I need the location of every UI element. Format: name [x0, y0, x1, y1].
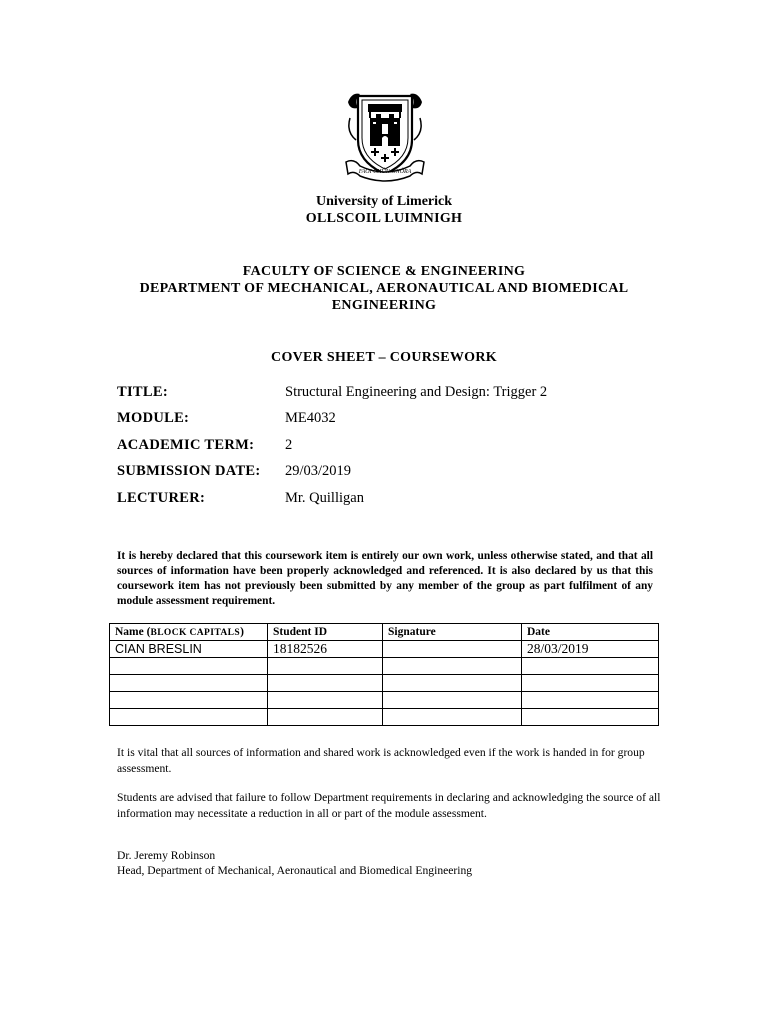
- table-header-row: [110, 624, 659, 641]
- table-row: [110, 641, 659, 658]
- member-name-cell: [110, 692, 268, 709]
- student-id-cell: 18182526: [268, 641, 383, 658]
- date-cell: 28/03/2019: [522, 641, 659, 658]
- university-name-irish: OLLSCOIL LUIMNIGH: [305, 211, 463, 226]
- group-members-table: [109, 623, 659, 726]
- date-cell: [522, 658, 659, 675]
- table-row: [110, 658, 659, 675]
- signoff-name: Dr. Jeremy Robinson: [117, 849, 216, 862]
- signature-cell: [383, 675, 522, 692]
- cover-sheet-title: COVER SHEET – COURSEWORK: [271, 350, 497, 365]
- faculty-heading: FACULTY OF SCIENCE & ENGINEERING: [242, 264, 526, 279]
- department-heading-line2: ENGINEERING: [331, 298, 437, 313]
- module-value: ME4032: [285, 410, 336, 426]
- table-row: [110, 692, 659, 709]
- date-cell: [522, 675, 659, 692]
- academic-term-value: 2: [285, 437, 293, 453]
- department-heading-line1: DEPARTMENT OF MECHANICAL, AERONAUTICAL AND BIOMEDICAL: [139, 281, 629, 296]
- student-id-cell: [268, 675, 383, 692]
- penalty-note: Students are advised that failure to follow Department requirements in declaring and acknowledging the source of all information may necessitate a reduction in all or part of the module assessment.: [117, 791, 661, 820]
- university-name-english: University of Limerick: [315, 194, 453, 209]
- crest-motto: FAOI·CHÚN·ONÓRA: [358, 169, 412, 175]
- lecturer-label: LECTURER:: [117, 490, 206, 506]
- student-id-cell: [268, 692, 383, 709]
- member-name-cell: CIAN BRESLIN: [110, 641, 268, 658]
- block-capitals-note: BLOCK CAPITALS: [150, 628, 241, 638]
- title-label: TITLE:: [117, 384, 168, 400]
- member-name-cell: [110, 658, 268, 675]
- table-row: [110, 675, 659, 692]
- declaration-text: It is hereby declared that this coursework item is entirely our own work, unless otherwise stated, and that all sources of information have been properly acknowledged and referenced. It is also declared by us that this coursework item has not previously been submitted by any member of the group as part fulfilment of any module assessment requirement.: [117, 550, 653, 607]
- column-header-student-id: Student ID: [268, 624, 383, 641]
- signature-cell: [383, 692, 522, 709]
- date-cell: [522, 709, 659, 726]
- table-row: [110, 709, 659, 726]
- title-value: Structural Engineering and Design: Trigger 2: [285, 384, 548, 400]
- member-name-cell: [110, 709, 268, 726]
- signature-cell: [383, 641, 522, 658]
- academic-term-label: ACADEMIC TERM:: [117, 437, 255, 453]
- student-id-cell: [268, 658, 383, 675]
- date-cell: [522, 692, 659, 709]
- university-crest-logo: [344, 88, 426, 184]
- student-id-cell: [268, 709, 383, 726]
- column-header-signature: Signature: [383, 624, 522, 641]
- lecturer-value: Mr. Quilligan: [285, 490, 364, 506]
- column-header-date: Date: [522, 624, 659, 641]
- signature-cell: [383, 709, 522, 726]
- submission-date-value: 29/03/2019: [285, 463, 352, 479]
- submission-date-label: SUBMISSION DATE:: [117, 463, 261, 479]
- module-label: MODULE:: [117, 410, 190, 426]
- signature-cell: [383, 658, 522, 675]
- signoff-role: Head, Department of Mechanical, Aeronautical and Biomedical Engineering: [117, 864, 473, 877]
- column-header-name: Name (BLOCK CAPITALS): [110, 624, 268, 641]
- member-name-cell: [110, 675, 268, 692]
- acknowledgement-note: It is vital that all sources of information and shared work is acknowledged even if the work is handed in for group assessment.: [117, 746, 645, 775]
